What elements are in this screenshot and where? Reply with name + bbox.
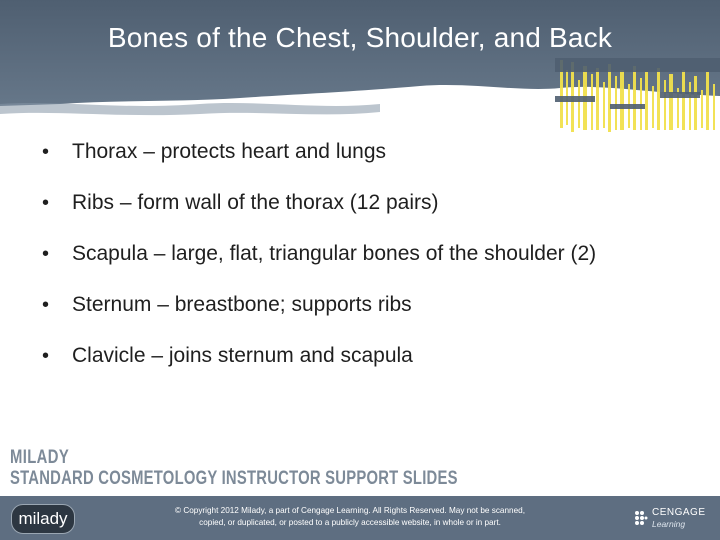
bullet-text: Clavicle – joins sternum and scapula <box>72 344 413 367</box>
bullet-text: Sternum – breastbone; supports ribs <box>72 293 412 316</box>
bullet-marker: • <box>42 294 50 316</box>
cengage-logo <box>634 506 718 532</box>
copyright-notice <box>130 505 570 529</box>
bullet-list <box>40 138 700 393</box>
cengage-name: CENGAGE <box>652 507 706 518</box>
brand-name: MILADY <box>10 447 70 468</box>
bullet-item-thorax <box>40 138 700 189</box>
bullet-item-ribs <box>40 189 700 240</box>
slide-title: Bones of the Chest, Shoulder, and Back <box>107 22 613 53</box>
milady-logo: milady <box>11 504 75 534</box>
copyright-line: © Copyright 2012 Milady, a part of Cengage Learning. All Rights Reserved. May not be scanned, <box>175 506 525 515</box>
bullet-text: Ribs – form wall of the thorax (12 pairs) <box>72 191 439 214</box>
brand-series-title: STANDARD COSMETOLOGY INSTRUCTOR SUPPORT SLIDES <box>10 468 458 489</box>
bullet-marker: • <box>42 141 50 163</box>
copyright-line: copied, or duplicated, or posted to a publicly accessible website, in whole or in part. <box>199 518 501 527</box>
cengage-subtitle: Learning <box>652 519 686 529</box>
banner-background <box>0 0 720 140</box>
series-branding <box>10 448 458 490</box>
bullet-item-sternum <box>40 291 700 342</box>
cengage-mark-icon <box>634 510 648 526</box>
bullet-marker: • <box>42 243 50 265</box>
footer-bar <box>0 496 720 540</box>
bullet-text: Scapula – large, flat, triangular bones of the shoulder (2) <box>72 242 597 265</box>
bullet-marker: • <box>42 192 50 214</box>
bullet-item-scapula <box>40 240 700 291</box>
bullet-text: Thorax – protects heart and lungs <box>72 140 387 163</box>
bullet-item-clavicle <box>40 342 700 393</box>
title-banner <box>0 0 720 140</box>
bullet-marker: • <box>42 345 50 367</box>
